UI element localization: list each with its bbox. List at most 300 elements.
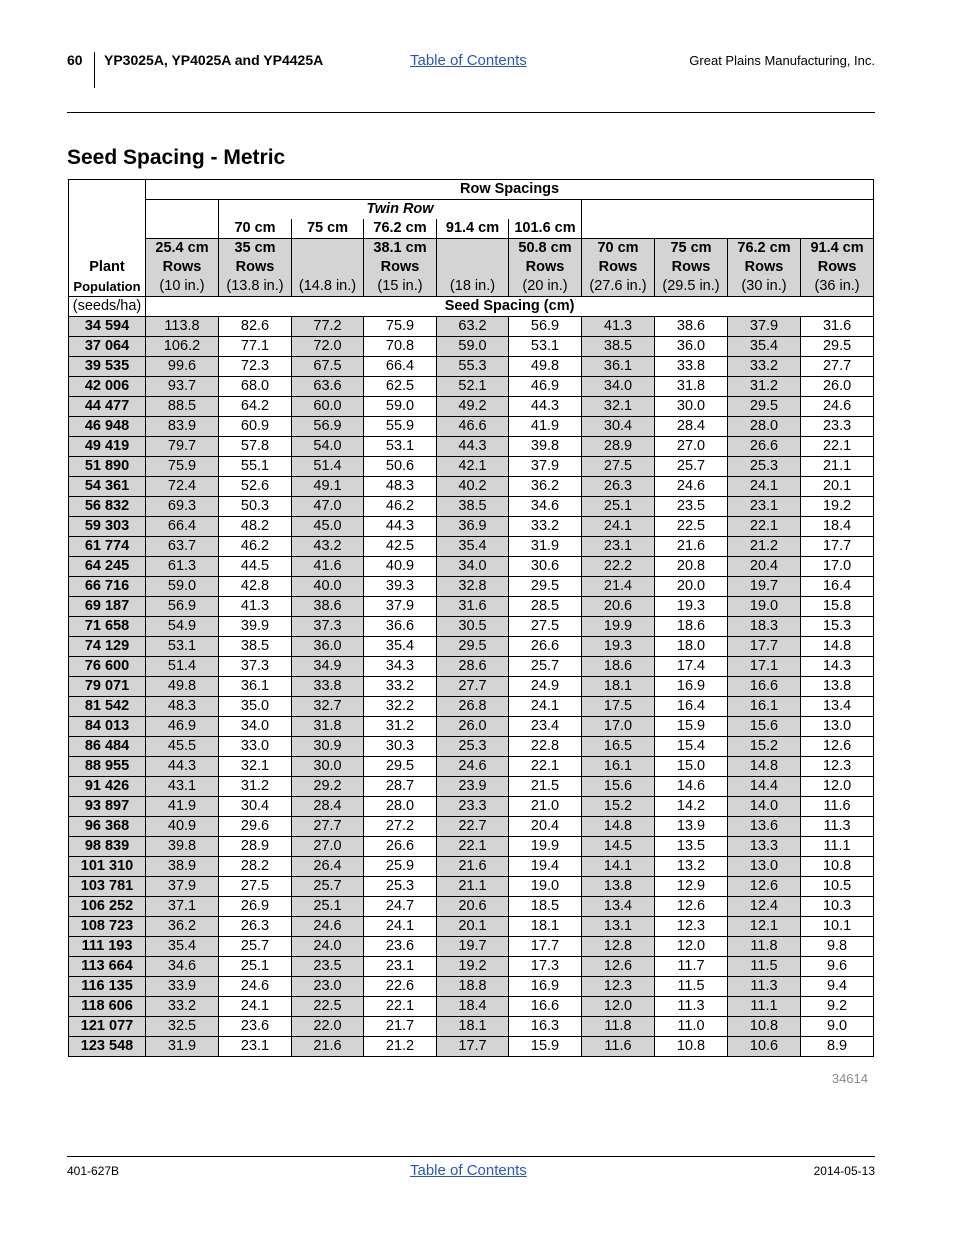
spacing-cell: 23.3: [437, 797, 509, 817]
col-cm: 75 cm: [655, 239, 728, 259]
table-row: [69, 917, 874, 937]
footer-rule: [67, 1156, 875, 1157]
spacing-cell: 31.8: [655, 377, 728, 397]
spacing-cell: 16.9: [509, 977, 582, 997]
spacing-cell: 28.7: [364, 777, 437, 797]
spacing-cell: 28.4: [292, 797, 364, 817]
spacing-cell: 20.6: [437, 897, 509, 917]
footer-toc-link[interactable]: Table of Contents: [410, 1162, 527, 1179]
spacing-cell: 36.1: [582, 357, 655, 377]
spacing-cell: 49.8: [509, 357, 582, 377]
spacing-cell: 23.6: [219, 1017, 292, 1037]
col-inches: (20 in.): [509, 277, 582, 297]
spacing-cell: 106.2: [146, 337, 219, 357]
spacing-cell: 26.3: [219, 917, 292, 937]
spacing-cell: 28.2: [219, 857, 292, 877]
spacing-cell: 15.8: [801, 597, 874, 617]
table-row: [69, 397, 874, 417]
col-rows: Rows: [364, 258, 437, 277]
population-cell: 49 419: [69, 437, 146, 457]
spacing-cell: 24.9: [509, 677, 582, 697]
spacing-cell: 39.8: [509, 437, 582, 457]
spacing-cell: 22.7: [437, 817, 509, 837]
spacing-cell: 51.4: [292, 457, 364, 477]
spacing-cell: 79.7: [146, 437, 219, 457]
spacing-cell: 52.1: [437, 377, 509, 397]
population-cell: 93 897: [69, 797, 146, 817]
spacing-cell: 77.1: [219, 337, 292, 357]
spacing-cell: 61.3: [146, 557, 219, 577]
spacing-cell: 32.1: [582, 397, 655, 417]
spacing-cell: 18.1: [437, 1017, 509, 1037]
spacing-cell: 31.8: [292, 717, 364, 737]
spacing-cell: 56.9: [509, 317, 582, 337]
col-cm: 50.8 cm: [509, 239, 582, 259]
col-inches: (36 in.): [801, 277, 874, 297]
spacing-cell: 54.0: [292, 437, 364, 457]
col-inches: (14.8 in.): [292, 277, 364, 297]
table-row: [69, 737, 874, 757]
spacing-cell: 20.1: [801, 477, 874, 497]
spacing-cell: 30.6: [509, 557, 582, 577]
spacing-cell: 13.1: [582, 917, 655, 937]
spacing-cell: 19.7: [728, 577, 801, 597]
col-cm: 25.4 cm: [146, 239, 219, 259]
table-row: [69, 437, 874, 457]
spacing-cell: 23.5: [292, 957, 364, 977]
spacing-cell: 11.7: [655, 957, 728, 977]
spacing-cell: 25.1: [292, 897, 364, 917]
population-cell: 116 135: [69, 977, 146, 997]
spacing-cell: 18.4: [437, 997, 509, 1017]
population-cell: 108 723: [69, 917, 146, 937]
spacing-cell: 28.5: [509, 597, 582, 617]
spacing-cell: 17.7: [509, 937, 582, 957]
spacing-cell: 23.1: [219, 1037, 292, 1057]
spacing-cell: 42.1: [437, 457, 509, 477]
spacing-cell: 28.0: [728, 417, 801, 437]
population-cell: 56 832: [69, 497, 146, 517]
spacing-cell: 44.5: [219, 557, 292, 577]
spacing-cell: 35.4: [364, 637, 437, 657]
spacing-cell: 16.1: [582, 757, 655, 777]
spacing-cell: 17.7: [728, 637, 801, 657]
spacing-cell: 69.3: [146, 497, 219, 517]
table-row: [69, 377, 874, 397]
spacing-cell: 12.6: [582, 957, 655, 977]
table-row: [69, 1017, 874, 1037]
spacing-cell: 10.8: [655, 1037, 728, 1057]
spacing-cell: 24.6: [292, 917, 364, 937]
spacing-cell: 41.3: [582, 317, 655, 337]
spacing-cell: 25.3: [437, 737, 509, 757]
population-cell: 66 716: [69, 577, 146, 597]
spacing-cell: 14.5: [582, 837, 655, 857]
spacing-cell: 20.0: [655, 577, 728, 597]
spacing-cell: 24.1: [509, 697, 582, 717]
doc-number: 401-627B: [67, 1164, 120, 1178]
spacing-cell: 37.9: [364, 597, 437, 617]
spacing-cell: 16.9: [655, 677, 728, 697]
spacing-cell: 41.9: [509, 417, 582, 437]
spacing-cell: 9.0: [801, 1017, 874, 1037]
spacing-cell: 36.0: [292, 637, 364, 657]
population-cell: 46 948: [69, 417, 146, 437]
table-row: [69, 357, 874, 377]
spacing-cell: 31.6: [801, 317, 874, 337]
spacing-cell: 32.7: [292, 697, 364, 717]
spacing-cell: 10.6: [728, 1037, 801, 1057]
spacing-cell: 16.3: [509, 1017, 582, 1037]
spacing-cell: 32.1: [219, 757, 292, 777]
spacing-cell: 22.0: [292, 1017, 364, 1037]
table-row: [69, 537, 874, 557]
table-row: [69, 937, 874, 957]
spacing-cell: 27.7: [801, 357, 874, 377]
spacing-cell: 13.0: [728, 857, 801, 877]
spacing-cell: 24.6: [437, 757, 509, 777]
spacing-cell: 42.5: [364, 537, 437, 557]
spacing-cell: 25.7: [292, 877, 364, 897]
seed-spacing-label: Seed Spacing (cm): [146, 297, 874, 317]
spacing-cell: 30.0: [655, 397, 728, 417]
spacing-cell: 24.1: [582, 517, 655, 537]
table-row: [69, 757, 874, 777]
spacing-cell: 30.4: [582, 417, 655, 437]
spacing-cell: 39.8: [146, 837, 219, 857]
spacing-cell: 49.2: [437, 397, 509, 417]
spacing-cell: 37.9: [728, 317, 801, 337]
spacing-cell: 55.3: [437, 357, 509, 377]
header-toc-link[interactable]: Table of Contents: [410, 52, 527, 69]
spacing-cell: 23.1: [364, 957, 437, 977]
spacing-cell: 17.7: [801, 537, 874, 557]
spacing-cell: 11.6: [582, 1037, 655, 1057]
spacing-cell: 22.1: [801, 437, 874, 457]
spacing-cell: 38.5: [437, 497, 509, 517]
spacing-cell: 16.6: [509, 997, 582, 1017]
spacing-cell: 13.8: [582, 877, 655, 897]
spacing-cell: 11.3: [728, 977, 801, 997]
spacing-cell: 82.6: [219, 317, 292, 337]
spacing-cell: 59.0: [437, 337, 509, 357]
spacing-cell: 28.9: [219, 837, 292, 857]
col-rows: [437, 258, 509, 277]
spacing-cell: 44.3: [509, 397, 582, 417]
corner-cell: [69, 180, 146, 200]
spacing-cell: 16.4: [655, 697, 728, 717]
spacing-cell: 12.0: [582, 997, 655, 1017]
spacing-cell: 34.0: [582, 377, 655, 397]
table-row: [69, 1037, 874, 1057]
header-cm-row: [69, 239, 874, 259]
spacing-cell: 22.1: [364, 997, 437, 1017]
table-row: [69, 417, 874, 437]
spacing-cell: 25.9: [364, 857, 437, 877]
spacing-cell: 17.5: [582, 697, 655, 717]
spacing-cell: 20.1: [437, 917, 509, 937]
spacing-cell: 33.2: [364, 677, 437, 697]
spacing-cell: 13.0: [801, 717, 874, 737]
population-cell: 54 361: [69, 477, 146, 497]
table-row: [69, 717, 874, 737]
spacing-cell: 21.1: [437, 877, 509, 897]
spacing-cell: 18.6: [582, 657, 655, 677]
spacing-cell: 21.1: [801, 457, 874, 477]
spacing-cell: 14.8: [801, 637, 874, 657]
spacing-cell: 27.5: [582, 457, 655, 477]
spacing-cell: 19.2: [801, 497, 874, 517]
spacing-cell: 25.7: [509, 657, 582, 677]
population-cell: 91 426: [69, 777, 146, 797]
spacing-cell: 64.2: [219, 397, 292, 417]
spacing-cell: 11.8: [728, 937, 801, 957]
spacing-cell: 32.8: [437, 577, 509, 597]
spacing-cell: 33.2: [509, 517, 582, 537]
spacing-cell: 62.5: [364, 377, 437, 397]
footer-date: 2014-05-13: [813, 1164, 875, 1178]
spacing-cell: 50.3: [219, 497, 292, 517]
spacing-cell: 21.0: [509, 797, 582, 817]
twin-col-5: 101.6 cm: [509, 219, 582, 239]
spacing-cell: 28.4: [655, 417, 728, 437]
col-inches: (13.8 in.): [219, 277, 292, 297]
spacing-cell: 38.6: [292, 597, 364, 617]
spacing-cell: 24.0: [292, 937, 364, 957]
spacing-cell: 37.9: [509, 457, 582, 477]
spacing-cell: 22.1: [437, 837, 509, 857]
spacing-cell: 21.4: [582, 577, 655, 597]
spacing-cell: 25.1: [582, 497, 655, 517]
header-divider: [94, 52, 95, 88]
spacing-cell: 38.9: [146, 857, 219, 877]
spacing-cell: 42.8: [219, 577, 292, 597]
spacing-cell: 24.1: [728, 477, 801, 497]
spacing-cell: 36.2: [509, 477, 582, 497]
row-spacings-label: Row Spacings: [146, 180, 874, 200]
population-cell: 118 606: [69, 997, 146, 1017]
spacing-cell: 35.0: [219, 697, 292, 717]
spacing-cell: 63.7: [146, 537, 219, 557]
spacing-cell: 38.5: [582, 337, 655, 357]
spacing-cell: 46.2: [364, 497, 437, 517]
population-cell: 74 129: [69, 637, 146, 657]
population-cell: 37 064: [69, 337, 146, 357]
spacing-cell: 18.8: [437, 977, 509, 997]
table-row: [69, 497, 874, 517]
spacing-cell: 11.5: [728, 957, 801, 977]
spacing-cell: 19.0: [728, 597, 801, 617]
spacing-cell: 55.9: [364, 417, 437, 437]
spacing-cell: 33.0: [219, 737, 292, 757]
spacing-cell: 48.3: [146, 697, 219, 717]
col-cm: 70 cm: [582, 239, 655, 259]
spacing-cell: 52.6: [219, 477, 292, 497]
spacing-cell: 19.0: [509, 877, 582, 897]
spacing-cell: 9.2: [801, 997, 874, 1017]
spacing-cell: 55.1: [219, 457, 292, 477]
col-inches: (29.5 in.): [655, 277, 728, 297]
spacing-cell: 12.6: [655, 897, 728, 917]
spacing-cell: 27.0: [292, 837, 364, 857]
spacing-cell: 27.5: [509, 617, 582, 637]
spacing-cell: 45.0: [292, 517, 364, 537]
spacing-cell: 46.9: [509, 377, 582, 397]
spacing-cell: 14.0: [728, 797, 801, 817]
spacing-cell: 24.7: [364, 897, 437, 917]
spacing-cell: 38.5: [219, 637, 292, 657]
header-twin-row: [69, 200, 874, 220]
table-body: [69, 180, 874, 1057]
population-cell: 61 774: [69, 537, 146, 557]
table-row: [69, 657, 874, 677]
spacing-cell: 29.2: [292, 777, 364, 797]
table-row: [69, 877, 874, 897]
spacing-cell: 18.0: [655, 637, 728, 657]
spacing-cell: 31.2: [219, 777, 292, 797]
spacing-cell: 9.8: [801, 937, 874, 957]
spacing-cell: 19.7: [437, 937, 509, 957]
spacing-cell: 10.1: [801, 917, 874, 937]
spacing-cell: 88.5: [146, 397, 219, 417]
spacing-cell: 26.6: [364, 837, 437, 857]
population-cell: 71 658: [69, 617, 146, 637]
col-cm: 76.2 cm: [728, 239, 801, 259]
spacing-cell: 23.6: [364, 937, 437, 957]
company-name: Great Plains Manufacturing, Inc.: [689, 53, 875, 68]
spacing-cell: 22.2: [582, 557, 655, 577]
header-rows-row: [69, 258, 874, 277]
spacing-cell: 14.4: [728, 777, 801, 797]
spacing-cell: 28.9: [582, 437, 655, 457]
spacing-cell: 8.9: [801, 1037, 874, 1057]
spacing-cell: 30.3: [364, 737, 437, 757]
table-row: [69, 817, 874, 837]
table-row: [69, 637, 874, 657]
col-rows: Rows: [801, 258, 874, 277]
header-inch-row: [69, 277, 874, 297]
col-rows: Rows: [582, 258, 655, 277]
spacing-cell: 31.2: [728, 377, 801, 397]
col-inches: (27.6 in.): [582, 277, 655, 297]
spacing-cell: 17.3: [509, 957, 582, 977]
spacing-cell: 16.5: [582, 737, 655, 757]
spacing-cell: 25.3: [728, 457, 801, 477]
table-row: [69, 797, 874, 817]
spacing-cell: 15.6: [728, 717, 801, 737]
spacing-cell: 19.9: [582, 617, 655, 637]
spacing-cell: 34.0: [437, 557, 509, 577]
spacing-cell: 15.2: [728, 737, 801, 757]
population-cell: 51 890: [69, 457, 146, 477]
spacing-cell: 9.4: [801, 977, 874, 997]
spacing-cell: 75.9: [364, 317, 437, 337]
spacing-cell: 33.2: [728, 357, 801, 377]
spacing-cell: 23.5: [655, 497, 728, 517]
spacing-cell: 26.0: [801, 377, 874, 397]
seed-spacing-table: [68, 179, 874, 1057]
population-cell: 121 077: [69, 1017, 146, 1037]
spacing-cell: 20.4: [728, 557, 801, 577]
spacing-cell: 29.5: [509, 577, 582, 597]
spacing-cell: 31.2: [364, 717, 437, 737]
spacing-cell: 16.1: [728, 697, 801, 717]
population-cell: 106 252: [69, 897, 146, 917]
spacing-cell: 23.1: [582, 537, 655, 557]
spacing-cell: 49.1: [292, 477, 364, 497]
spacing-cell: 26.4: [292, 857, 364, 877]
population-cell: 123 548: [69, 1037, 146, 1057]
spacing-cell: 41.3: [219, 597, 292, 617]
population-cell: 69 187: [69, 597, 146, 617]
table-row: [69, 997, 874, 1017]
spacing-cell: 22.5: [655, 517, 728, 537]
spacing-cell: 26.0: [437, 717, 509, 737]
spacing-cell: 30.9: [292, 737, 364, 757]
spacing-cell: 27.2: [364, 817, 437, 837]
spacing-cell: 34.0: [219, 717, 292, 737]
spacing-cell: 29.5: [728, 397, 801, 417]
spacing-cell: 13.6: [728, 817, 801, 837]
spacing-cell: 24.6: [655, 477, 728, 497]
table-row: [69, 457, 874, 477]
spacing-cell: 67.5: [292, 357, 364, 377]
spacing-cell: 53.1: [364, 437, 437, 457]
spacing-cell: 48.2: [219, 517, 292, 537]
population-cell: 101 310: [69, 857, 146, 877]
twin-col-4: 91.4 cm: [437, 219, 509, 239]
spacing-cell: 56.9: [292, 417, 364, 437]
spacing-cell: 10.8: [728, 1017, 801, 1037]
col-cm: 91.4 cm: [801, 239, 874, 259]
spacing-cell: 23.1: [728, 497, 801, 517]
spacing-cell: 13.4: [801, 697, 874, 717]
spacing-cell: 26.8: [437, 697, 509, 717]
spacing-cell: 11.1: [801, 837, 874, 857]
spacing-cell: 15.4: [655, 737, 728, 757]
table-row: [69, 957, 874, 977]
population-cell: 103 781: [69, 877, 146, 897]
spacing-cell: 11.1: [728, 997, 801, 1017]
col-rows: Rows: [146, 258, 219, 277]
spacing-cell: 53.1: [146, 637, 219, 657]
spacing-cell: 20.8: [655, 557, 728, 577]
spacing-cell: 17.0: [582, 717, 655, 737]
spacing-cell: 32.5: [146, 1017, 219, 1037]
spacing-cell: 59.0: [146, 577, 219, 597]
spacing-cell: 47.0: [292, 497, 364, 517]
spacing-cell: 22.1: [728, 517, 801, 537]
spacing-cell: 26.9: [219, 897, 292, 917]
population-cell: 81 542: [69, 697, 146, 717]
spacing-cell: 93.7: [146, 377, 219, 397]
spacing-cell: 37.3: [292, 617, 364, 637]
table-row: [69, 777, 874, 797]
spacing-cell: 37.1: [146, 897, 219, 917]
population-label: Population: [69, 277, 146, 297]
table-row: [69, 897, 874, 917]
seeds-per-ha-label: (seeds/ha): [69, 297, 146, 317]
population-cell: 98 839: [69, 837, 146, 857]
spacing-cell: 33.8: [655, 357, 728, 377]
spacing-cell: 24.6: [219, 977, 292, 997]
spacing-cell: 66.4: [146, 517, 219, 537]
col-cm: 35 cm: [219, 239, 292, 259]
spacing-cell: 31.9: [146, 1037, 219, 1057]
spacing-cell: 39.9: [219, 617, 292, 637]
spacing-cell: 15.3: [801, 617, 874, 637]
spacing-cell: 13.4: [582, 897, 655, 917]
